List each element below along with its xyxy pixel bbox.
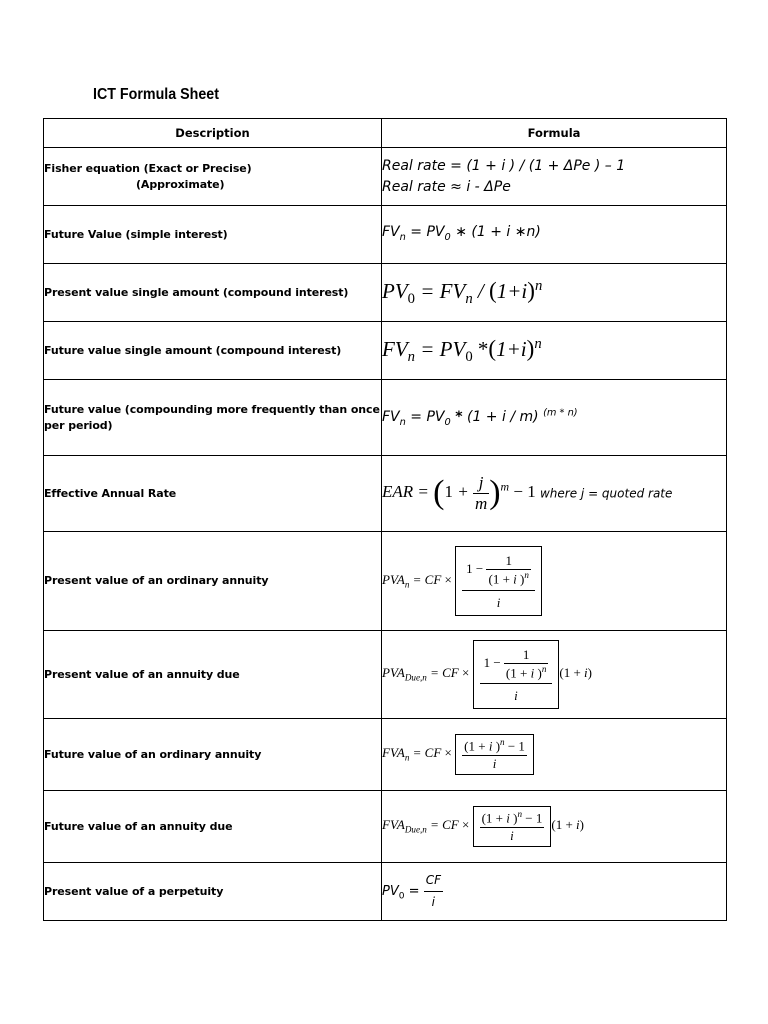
row-formula	[382, 322, 727, 380]
formula-ear: EAR = (1 + $\frac{j}{m}$ )$^m$ − 1	[382, 473, 536, 513]
table-row	[44, 206, 727, 264]
table-row	[44, 322, 727, 380]
formula-fv-simple: $FV_n = PV_0$ ∗ (1 + i ∗n)	[382, 223, 541, 243]
formula-fva-due: $FVA_{Due,n}$ = CF × $\frac{(1 + i )^n - 1}{i}$ (1 + i)	[382, 817, 584, 832]
row-description: Present value of an ordinary annuity	[44, 532, 382, 631]
table-row	[44, 380, 727, 456]
ear-note: where j = quoted rate	[539, 486, 673, 501]
formula-pv-perpetuity: $PV_0$ = $\frac{CF}{i}$	[382, 884, 443, 899]
row-description: Future Value (simple interest)	[44, 206, 382, 264]
description-text: Fisher equation (Exact or Precise)	[44, 161, 252, 175]
formula-fisher-exact: Real rate = (1 + i ) / (1 + ΔPe ) – 1	[382, 157, 626, 174]
table-row	[44, 456, 727, 532]
row-formula	[382, 791, 727, 863]
row-description	[44, 148, 382, 206]
formula-pv-compound: $PV_0 = FV_n / (1+i)^n$	[382, 276, 543, 308]
table-row	[44, 532, 727, 631]
formula-pva-due: $PVA_{Due,n}$ = CF × 1 − $\frac{1}{(1 + i )^n}$ i (1 + i)	[382, 665, 592, 680]
table-row	[44, 631, 727, 719]
row-formula	[382, 863, 727, 921]
formula-table	[43, 118, 727, 921]
table-row	[44, 863, 727, 921]
formula-fv-frequent: $FV_n = PV_0 * (1 + i / m)$ $^{(m * n)}$	[382, 407, 578, 428]
table-row	[44, 719, 727, 791]
row-formula	[382, 264, 727, 322]
formula-pva-ordinary: $PVA_n$ = CF × 1 − $\frac{1}{(1 + i )^n}$ i	[382, 572, 542, 587]
row-description: Future value (compounding more frequently than once per period)	[44, 380, 382, 456]
row-formula	[382, 206, 727, 264]
header-description: Description	[44, 119, 382, 148]
row-description: Effective Annual Rate	[44, 456, 382, 532]
formula-fv-compound: $FV_n = PV_0$ $*(1+i)^n$	[382, 334, 542, 366]
header-formula: Formula	[382, 119, 727, 148]
description-text-2: (Approximate)	[136, 177, 225, 191]
row-description: Present value of an annuity due	[44, 631, 382, 719]
row-description: Future value single amount (compound interest)	[44, 322, 382, 380]
table-row	[44, 148, 727, 206]
row-description: Future value of an annuity due	[44, 791, 382, 863]
page-title: ICT Formula Sheet	[93, 86, 219, 103]
row-formula	[382, 532, 727, 631]
row-formula	[382, 456, 727, 532]
table-row	[44, 791, 727, 863]
row-formula	[382, 631, 727, 719]
row-formula	[382, 380, 727, 456]
row-formula	[382, 719, 727, 791]
table-row	[44, 264, 727, 322]
row-formula	[382, 148, 727, 206]
row-description: Present value single amount (compound interest)	[44, 264, 382, 322]
row-description: Future value of an ordinary annuity	[44, 719, 382, 791]
row-description: Present value of a perpetuity	[44, 863, 382, 921]
table-header-row	[44, 119, 727, 148]
formula-fva-ordinary: $FVA_n$ = CF × $\frac{(1 + i )^n - 1}{i}$	[382, 745, 534, 760]
formula-fisher-approx: Real rate ≈ i - ΔPe	[382, 178, 511, 195]
